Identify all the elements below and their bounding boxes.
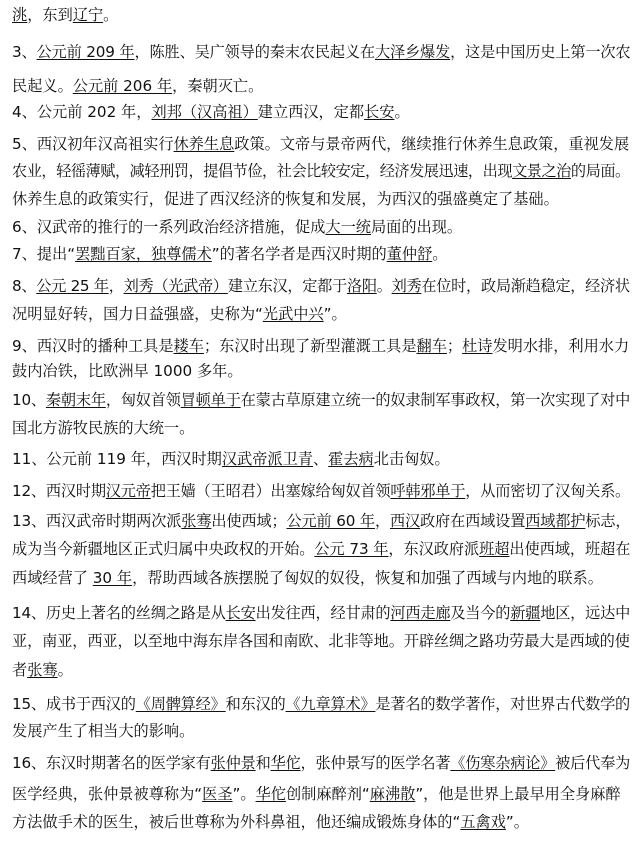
text-line (12, 162, 630, 180)
text-segment: 13、西汉武帝时期两次派 (12, 512, 182, 530)
text-segment: 和东汉的 (225, 695, 286, 713)
underlined-term: 公元前 206 年 (72, 77, 173, 95)
text-segment: 局面的出现。 (370, 218, 463, 236)
underlined-term: 班超 (479, 540, 510, 558)
text-segment: 北击匈奴。 (373, 450, 450, 468)
text-line (12, 604, 630, 622)
text-line (12, 43, 630, 61)
text-segment: 。 (376, 277, 392, 295)
underlined-term: 公元 73 年 (314, 540, 389, 558)
underlined-term: 张仲景 (210, 754, 256, 772)
text-segment: ”，他是世界上最早用全身麻醉 (415, 785, 621, 803)
text-segment: ， (108, 277, 124, 295)
underlined-term: 刘秀（光武帝） (123, 277, 228, 295)
text-line (12, 661, 630, 679)
text-line (12, 305, 630, 323)
underlined-term: 汉元帝 (105, 482, 151, 500)
text-segment: 况明显好转，国力日益强盛，史称为“ (12, 305, 263, 323)
text-line (12, 337, 630, 355)
text-segment: ”。 (505, 813, 529, 831)
text-segment: 标志， (585, 512, 630, 530)
text-segment: 创制麻醉剂“ (285, 785, 370, 803)
text-segment: 政府在西域设置 (420, 512, 526, 530)
text-line (12, 813, 630, 831)
underlined-term: 《伤寒杂病论》 (450, 754, 556, 772)
underlined-term: 五禽戏 (460, 813, 506, 831)
text-segment: 民起义。 (12, 77, 73, 95)
text-segment: ”的著名学者是西汉时期的 (211, 245, 387, 263)
text-segment: 9、西汉时的播种工具是 (12, 337, 174, 355)
underlined-term: 长安 (364, 103, 395, 121)
text-line (12, 135, 630, 153)
underlined-term: 公元 25 年 (36, 277, 109, 295)
text-segment: ，这是中国历史上第一次农 (450, 43, 630, 61)
text-segment: 12、西汉时期 (12, 482, 106, 500)
text-line (12, 190, 630, 208)
text-segment: 亚，南亚，西亚，以至地中海东岸各国和南欧、北非等地。开辟丝绸之路功劳最大是西域的使 (12, 632, 630, 650)
text-segment: 。 (103, 6, 119, 24)
text-segment: 地区，远达中 (540, 604, 630, 622)
text-line (12, 391, 630, 409)
underlined-term: 大泽乡爆发 (374, 43, 451, 61)
text-segment: ； (446, 337, 463, 355)
text-segment: 建立东汉，定都于 (227, 277, 347, 295)
text-segment: 3、 (12, 43, 37, 61)
text-line (12, 722, 630, 740)
text-segment: 发展产生了相当大的影响。 (12, 722, 195, 740)
underlined-term: 秦朝末年 (45, 391, 106, 409)
text-segment: ，东到 (27, 6, 73, 24)
underlined-term: 辽宁 (72, 6, 104, 24)
underlined-term: 麻沸散 (369, 785, 416, 803)
text-segment: ， (374, 512, 390, 530)
text-segment: 。 (57, 661, 73, 679)
text-segment: 建立西汉，定都 (257, 103, 365, 121)
underlined-term: 呼韩邪单于 (390, 482, 466, 500)
text-line (12, 632, 630, 650)
underlined-term: 大一统 (325, 218, 371, 236)
text-segment: 。 (394, 103, 410, 121)
text-segment: 鼓内冶铁，比欧洲早 1000 多年。 (12, 362, 243, 380)
underlined-term: 霍去病 (328, 450, 374, 468)
underlined-term: 华佗 (270, 754, 301, 772)
underlined-term: 洛阳 (346, 277, 377, 295)
underlined-term: 30 年 (92, 569, 133, 587)
text-segment: ”。 (323, 305, 347, 323)
text-segment: ，东汉政府派 (388, 540, 480, 558)
text-segment: 15、成书于西汉的 (12, 695, 136, 713)
text-segment: 的局面。 (570, 162, 630, 180)
text-line (12, 362, 630, 380)
text-segment: 在蒙古草原建立统一的奴隶制军事政权，第一次实现了对中 (240, 391, 630, 409)
underlined-term: 杜诗 (462, 337, 493, 355)
underlined-term: 华佗 (255, 785, 286, 803)
text-segment: 者 (12, 661, 28, 679)
underlined-term: 刘秀 (391, 277, 422, 295)
text-segment: 出发往西，经甘肃的 (255, 604, 391, 622)
text-segment: 10、 (12, 391, 46, 409)
text-segment: ”。 (232, 785, 256, 803)
text-segment: 14、历史上著名的丝绸之路是从 (12, 604, 226, 622)
text-segment: 方法做手术的医生，被后世尊称为外科鼻祖，他还编成锻炼身体的“ (12, 813, 461, 831)
underlined-term: 罢黜百家，独尊儒术 (75, 245, 212, 263)
text-segment: 医学经典，张仲景被尊称为“ (12, 785, 203, 803)
text-segment: ，秦朝灭亡。 (172, 77, 264, 95)
underlined-term: 医圣 (202, 785, 233, 803)
underlined-term: 河西走廊 (390, 604, 451, 622)
text-line (12, 695, 630, 713)
text-segment: 休养生息的政策实行，促进了西汉经济的恢复和发展，为西汉的强盛奠定了基础。 (12, 190, 559, 208)
text-segment: 和 (255, 754, 271, 772)
text-segment: ，张仲景写的医学名著 (300, 754, 451, 772)
underlined-term: 文景之治 (512, 162, 571, 180)
underlined-term: 张骞 (27, 661, 58, 679)
underlined-term: 耧车 (173, 337, 204, 355)
text-line (12, 277, 630, 295)
text-line (12, 218, 630, 236)
text-segment: 是著名的数学著作，对世界古代数学的 (375, 695, 630, 713)
text-segment: 被后代奉为 (555, 754, 630, 772)
underlined-term: 长安 (225, 604, 256, 622)
text-segment: 出使西域，班超在 (509, 540, 630, 558)
text-line (12, 512, 630, 530)
text-line (12, 6, 630, 24)
text-segment: ，从而密切了汉匈关系。 (465, 482, 630, 500)
text-segment: 16、东汉时期著名的医学家有 (12, 754, 211, 772)
text-segment: 6、汉武帝的推行的一系列政治经济措施，促成 (12, 218, 326, 236)
text-line (12, 482, 630, 500)
text-segment: 把王嫱（王昭君）出塞嫁给匈奴首领 (150, 482, 391, 500)
underlined-term: 汉武帝派卫青 (221, 450, 313, 468)
underlined-term: 西域都护 (525, 512, 586, 530)
underlined-term: 《周髀算经》 (135, 695, 226, 713)
text-line (12, 419, 630, 437)
underlined-term: 刘邦（汉高祖） (151, 103, 258, 121)
text-segment: 西域经营了 (12, 569, 93, 587)
underlined-term: 《九章算术》 (285, 695, 376, 713)
text-segment: 国北方游牧民族的大统一。 (12, 419, 195, 437)
text-segment: 。 (432, 245, 448, 263)
text-line (12, 103, 630, 121)
underlined-term: 冒顿单于 (180, 391, 241, 409)
text-segment: ；东汉时出现了新型灌溉工具是 (203, 337, 417, 355)
text-segment: 出使西域； (211, 512, 287, 530)
underlined-term: 公元前 209 年 (36, 43, 135, 61)
text-segment: 5、西汉初年汉高祖实行 (12, 135, 174, 153)
underlined-term: 洮 (12, 6, 28, 24)
text-segment: ，帮助西域各族摆脱了匈奴的奴役，恢复和加强了西域与内地的联系。 (132, 569, 603, 587)
text-segment: 8、 (12, 277, 37, 295)
underlined-term: 公元前 60 年 (286, 512, 375, 530)
text-line (12, 785, 630, 803)
underlined-term: 西汉 (389, 512, 421, 530)
text-segment: ，陈胜、吴广领导的秦末农民起义在 (134, 43, 375, 61)
text-line (12, 540, 630, 558)
text-line (12, 450, 630, 468)
underlined-term: 休养生息 (173, 135, 235, 153)
underlined-term: 光武中兴 (262, 305, 324, 323)
text-line (12, 569, 630, 587)
text-segment: 政策。文帝与景帝两代，继续推行休养生息政策，重视发展 (234, 135, 630, 153)
text-segment: 农业，轻徭薄赋，减轻刑罚，提倡节俭，社会比较安定，经济发展迅速，出现 (12, 162, 513, 180)
text-segment: 、 (312, 450, 329, 468)
text-segment: 11、公元前 119 年，西汉时期 (12, 450, 222, 468)
underlined-term: 新疆 (510, 604, 541, 622)
text-segment: 成为当今新疆地区正式归属中央政权的开始。 (12, 540, 315, 558)
text-segment: 发明水排，利用水力 (492, 337, 630, 355)
text-segment: 7、提出“ (12, 245, 76, 263)
text-segment: 在位时，政局渐趋稳定，经济状 (421, 277, 630, 295)
underlined-term: 翻车 (416, 337, 447, 355)
text-segment: 及当今的 (450, 604, 511, 622)
underlined-term: 董仲舒 (386, 245, 433, 263)
text-segment: 4、公元前 202 年， (12, 103, 152, 121)
text-line (12, 245, 630, 263)
text-line (12, 754, 630, 772)
text-segment: ，匈奴首领 (105, 391, 181, 409)
text-line (12, 77, 630, 95)
underlined-term: 张骞 (181, 512, 212, 530)
